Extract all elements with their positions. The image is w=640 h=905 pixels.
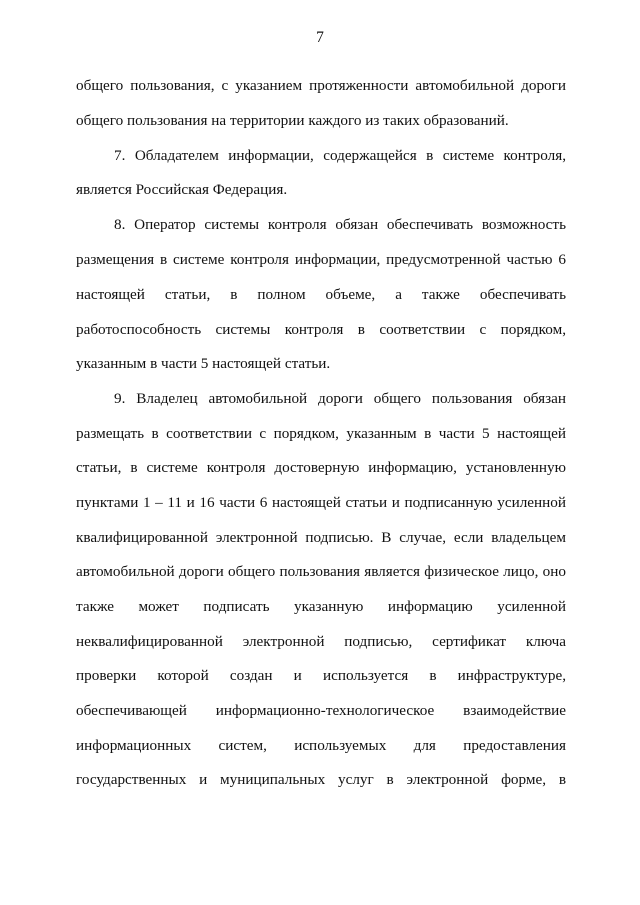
- text-line: настоящей статьи, в полном объеме, а также обеспечивать: [76, 286, 566, 303]
- text-line: работоспособность системы контроля в соответствии с порядком,: [76, 321, 566, 338]
- text-line: квалифицированной электронной подписью. В случае, если владельцем: [76, 529, 566, 546]
- text-line: неквалифицированной электронной подписью, сертификат ключа: [76, 633, 566, 650]
- paragraph-8-start: 8. Оператор системы контроля обязан обеспечивать возможность: [114, 216, 566, 233]
- text-line: указанным в части 5 настоящей статьи.: [76, 355, 331, 372]
- text-line: статьи, в системе контроля достоверную информацию, установленную: [76, 459, 566, 476]
- text-line: пунктами 1 – 11 и 16 части 6 настоящей статьи и подписанную усиленной: [76, 494, 566, 511]
- text-line: государственных и муниципальных услуг в электронной форме, в: [76, 771, 566, 788]
- page-number: 7: [316, 29, 324, 46]
- paragraph-7-start: 7. Обладателем информации, содержащейся в системе контроля,: [114, 147, 566, 164]
- text-line: общего пользования на территории каждого из таких образований.: [76, 112, 509, 129]
- text-line: является Российская Федерация.: [76, 181, 288, 198]
- text-line: информационных систем, используемых для предоставления: [76, 737, 566, 754]
- text-line: обеспечивающей информационно-технологическое взаимодействие: [76, 702, 566, 719]
- text-line: общего пользования, с указанием протяженности автомобильной дороги: [76, 77, 566, 94]
- text-line: также может подписать указанную информацию усиленной: [76, 598, 566, 615]
- paragraph-9-start: 9. Владелец автомобильной дороги общего пользования обязан: [114, 390, 566, 407]
- text-line: размещать в соответствии с порядком, указанным в части 5 настоящей: [76, 425, 566, 442]
- text-line: проверки которой создан и используется в инфраструктуре,: [76, 667, 566, 684]
- text-line: размещения в системе контроля информации, предусмотренной частью 6: [76, 251, 566, 268]
- text-line: автомобильной дороги общего пользования является физическое лицо, оно: [76, 563, 566, 580]
